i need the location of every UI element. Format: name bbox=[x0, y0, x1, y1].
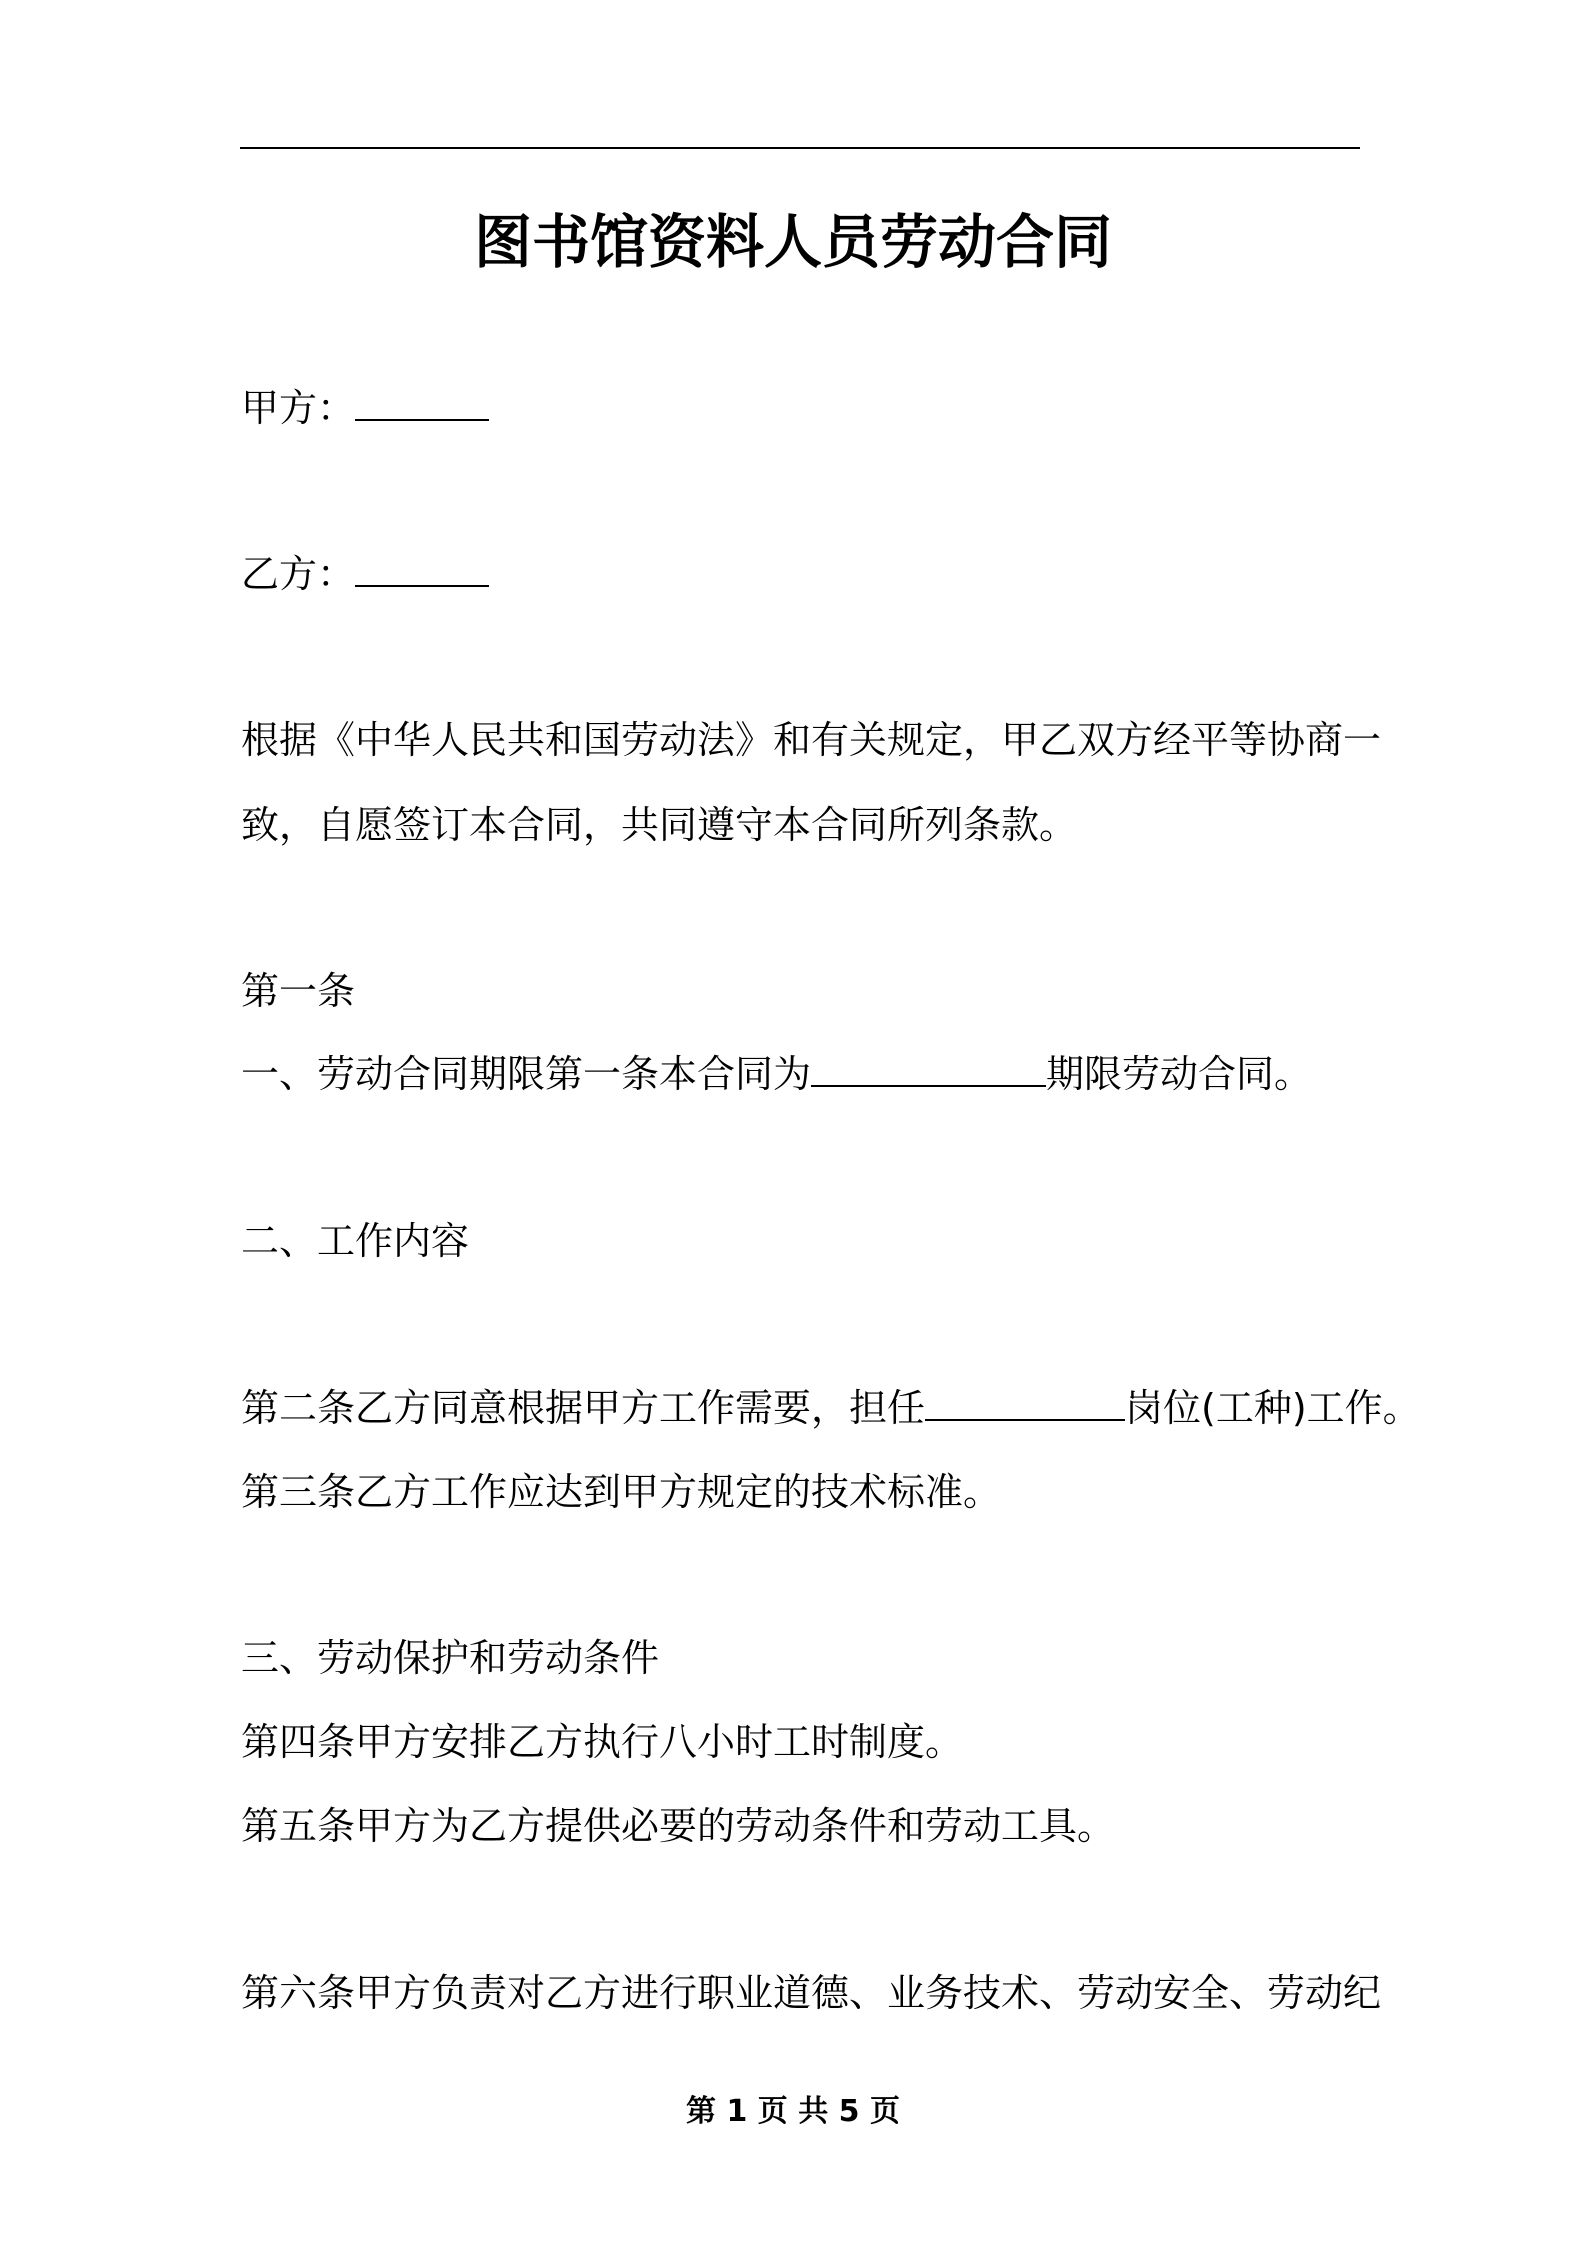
section-1-text-before: 一、劳动合同期限第一条本合同为 bbox=[241, 1052, 812, 1096]
page-indicator: 第 1 页 共 5 页 bbox=[686, 2094, 900, 2129]
section-3-heading: 三、劳动保护和劳动条件 bbox=[241, 1636, 660, 1680]
header-rule bbox=[240, 147, 1360, 149]
intro-line-1: 根据《中华人民共和国劳动法》和有关规定，甲乙双方经平等协商一 bbox=[241, 718, 1382, 762]
party-a-line bbox=[241, 382, 489, 434]
article-2-text-before: 第二条乙方同意根据甲方工作需要，担任 bbox=[241, 1386, 926, 1430]
party-b-line bbox=[241, 548, 489, 600]
document-title: 图书馆资料人员劳动合同 bbox=[473, 208, 1112, 276]
article-5: 第五条甲方为乙方提供必要的劳动条件和劳动工具。 bbox=[241, 1804, 1116, 1848]
article-3: 第三条乙方工作应达到甲方规定的技术标准。 bbox=[241, 1470, 1002, 1514]
party-b-label: 乙方： bbox=[241, 552, 356, 596]
article-2-text-after: 岗位(工种)工作。 bbox=[1125, 1386, 1421, 1430]
party-a-blank bbox=[355, 383, 489, 421]
party-a-label: 甲方： bbox=[241, 386, 356, 430]
article-6-partial: 第六条甲方负责对乙方进行职业道德、业务技术、劳动安全、劳动纪 bbox=[241, 1971, 1382, 2015]
party-b-blank bbox=[355, 549, 489, 587]
intro-line-2: 致，自愿签订本合同，共同遵守本合同所列条款。 bbox=[241, 803, 1078, 847]
contract-term-blank bbox=[811, 1049, 1046, 1087]
section-1-line bbox=[241, 1048, 1312, 1100]
article-2-line bbox=[241, 1382, 1421, 1434]
article-1-heading: 第一条 bbox=[241, 969, 356, 1013]
article-4: 第四条甲方安排乙方执行八小时工时制度。 bbox=[241, 1720, 964, 1764]
position-blank bbox=[925, 1383, 1125, 1421]
section-1-text-after: 期限劳动合同。 bbox=[1046, 1052, 1313, 1096]
section-2-heading: 二、工作内容 bbox=[241, 1219, 470, 1263]
